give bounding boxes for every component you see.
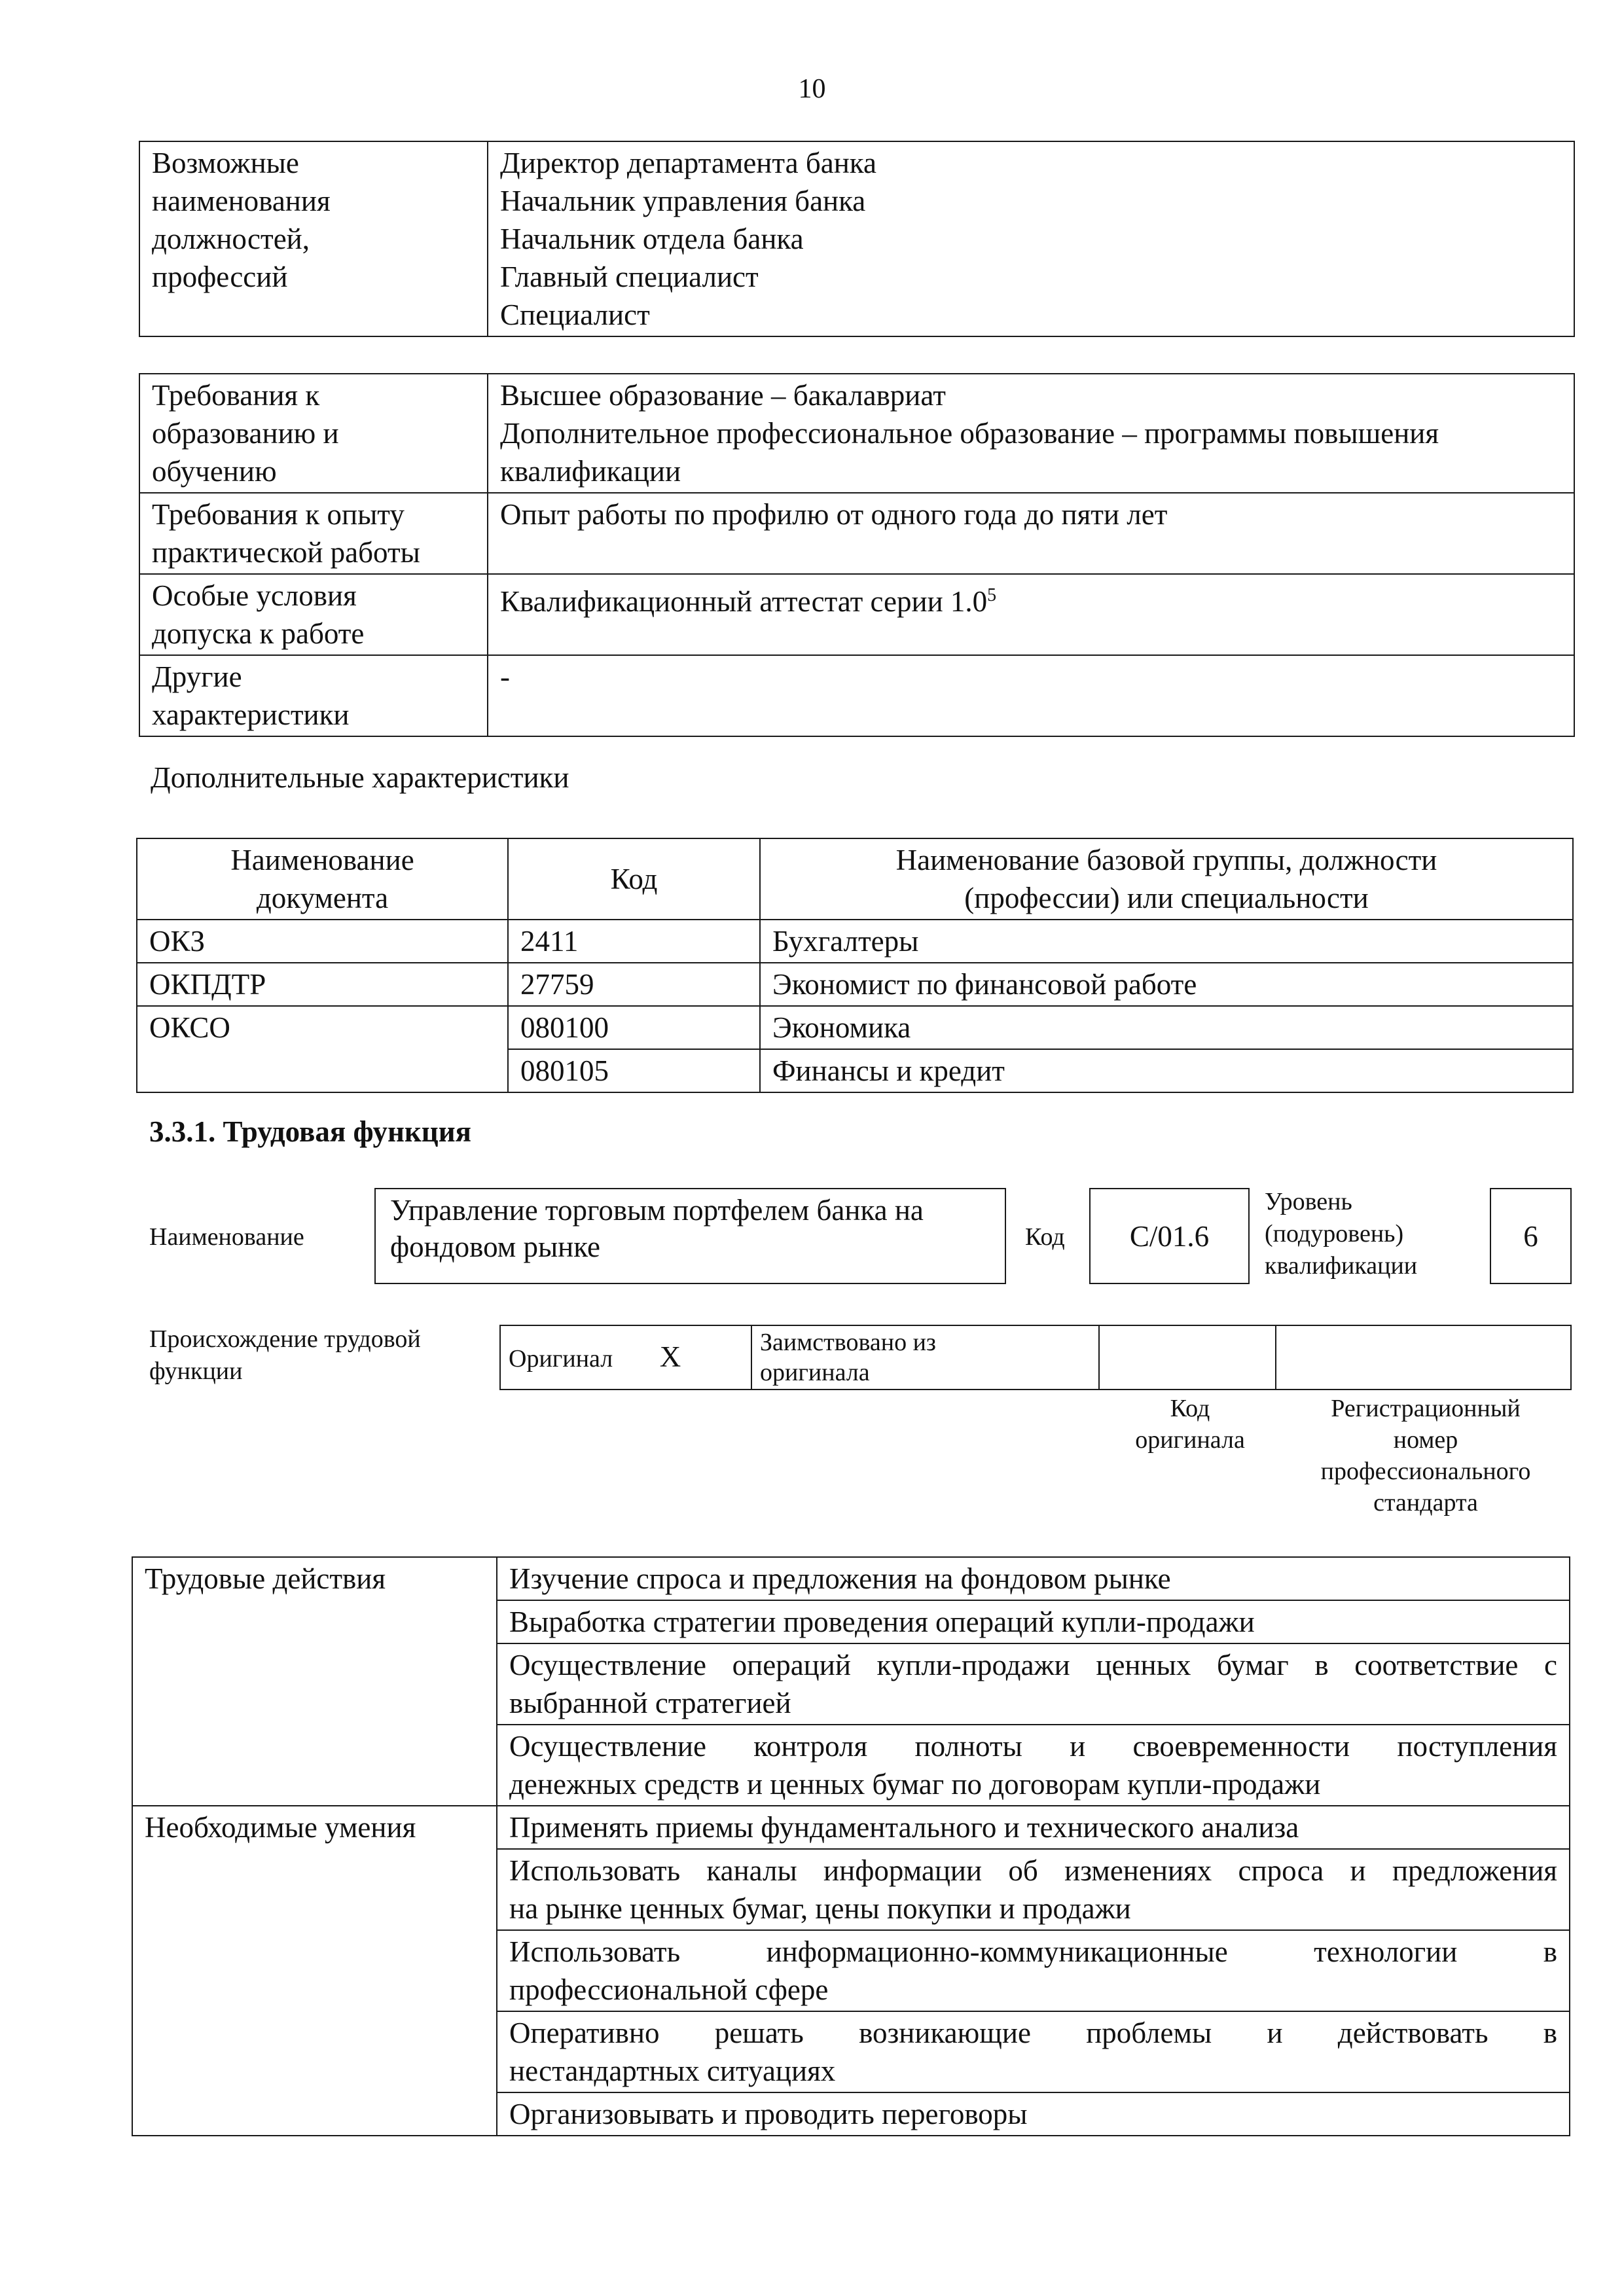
requirement-label-line: практической работы [152,536,420,569]
original-label: Оригинал [509,1344,613,1372]
positions-label-line: профессий [152,260,288,293]
header-doc [137,838,508,920]
skill-line: Использовать информационно-коммуникационные технологии в [509,1935,1557,1968]
page-number: 10 [798,74,826,104]
requirement-label-line: образованию и [152,417,339,450]
skill-item [497,1806,1570,1849]
requirement-value-line: квалификации [500,455,681,488]
level-label [1265,1186,1417,1282]
borrowed-label-line: оригинала [760,1359,870,1386]
section-label-skills: Необходимые умения [132,1806,497,2136]
requirement-label-line: Другие [152,660,242,693]
header-name [760,838,1573,920]
registration-caption [1282,1393,1570,1518]
requirements-row-experience [139,493,1574,574]
header-code: Код [508,838,760,920]
positions-label-line: наименования [152,185,331,217]
skill-line: Оперативно решать возникающие проблемы и действовать в [509,2017,1557,2049]
skill-line: профессиональной сфере [509,1973,829,2006]
action-line: денежных средств и ценных бумаг по договорам купли-продажи [509,1768,1321,1801]
code-caption [1090,1393,1290,1456]
code-caption-line: Код [1170,1395,1210,1422]
action-item [497,1600,1570,1643]
section-label-actions: Трудовые действия [132,1557,497,1806]
name-value-line: Управление торговым портфелем банка на [390,1194,924,1227]
borrowed-label-line: Заимствовано из [760,1329,936,1356]
requirement-label-line: допуска к работе [152,617,365,650]
registration-caption-line: Регистрационный [1331,1395,1521,1422]
certificate-text: Квалификационный аттестат серии 1.0 [500,585,988,618]
header-doc-line: Наименование [230,844,414,876]
requirement-label-line: Требования к опыту [152,498,405,531]
requirement-label-line: обучению [152,455,277,488]
original-code-cell [1099,1325,1276,1390]
requirement-value-line: Высшее образование – бакалавриат [500,379,946,412]
skill-line: Организовывать и проводить переговоры [509,2098,1028,2130]
skill-line: Применять приемы фундаментального и технического анализа [509,1811,1299,1844]
requirement-label [139,574,488,655]
skill-line: нестандартных ситуациях [509,2054,836,2087]
skill-item [497,2092,1570,2136]
code-cell: 27759 [508,963,760,1006]
header-name-line: Наименование базовой группы, должности [895,844,1437,876]
name-cell: Финансы и кредит [760,1049,1573,1092]
code-label: Код [1025,1223,1065,1251]
labor-function-heading: 3.3.1. Трудовая функция [149,1115,472,1148]
doc-cell: ОКПДТР [137,963,508,1006]
requirement-value [488,655,1574,736]
registration-caption-line: стандарта [1373,1489,1478,1516]
origin-table [499,1325,1572,1390]
level-label-line: (подуровень) [1265,1220,1404,1247]
name-cell: Экономика [760,1006,1573,1049]
positions-label-line: должностей, [152,223,310,255]
action-line: Изучение спроса и предложения на фондовом рынке [509,1562,1171,1595]
table-row [137,963,1573,1006]
requirement-value-line [500,577,1562,620]
code-cell: 080105 [508,1049,760,1092]
position-item: Начальник управления банка [500,185,866,217]
doc-cell: ОКЗ [137,920,508,963]
action-item [497,1643,1570,1725]
level-label-line: квалификации [1265,1252,1418,1280]
additional-table [136,838,1574,1093]
action-line: Осуществление операций купли-продажи ценных бумаг в соответствие с [509,1649,1557,1681]
positions-label [139,141,488,336]
action-line: выбранной стратегией [509,1687,791,1719]
actions-table [132,1556,1570,2136]
name-cell: Бухгалтеры [760,920,1573,963]
name-label: Наименование [149,1223,304,1251]
code-cell: 080100 [508,1006,760,1049]
requirement-value [488,374,1574,493]
name-value-line: фондовом рынке [390,1230,600,1263]
position-item: Начальник отдела банка [500,223,804,255]
requirement-value-line: Дополнительное профессиональное образование – программы повышения [500,417,1439,450]
action-line: Осуществление контроля полноты и своевременности поступления [509,1730,1557,1763]
requirements-table [139,373,1575,737]
additional-title: Дополнительные характеристики [151,761,569,794]
requirements-row-other [139,655,1574,736]
requirement-label-line: характеристики [152,698,350,731]
code-value-box: C/01.6 [1089,1188,1250,1284]
doc-cell: ОКСО [137,1006,508,1092]
code-cell: 2411 [508,920,760,963]
requirement-value [488,574,1574,655]
action-line: Выработка стратегии проведения операций купли-продажи [509,1605,1255,1638]
skill-line: на рынке ценных бумаг, цены покупки и продажи [509,1892,1131,1925]
code-caption-line: оригинала [1135,1426,1245,1454]
name-value-box [374,1188,1006,1284]
name-cell: Экономист по финансовой работе [760,963,1573,1006]
requirement-label-line: Требования к [152,379,320,412]
level-value-box: 6 [1490,1188,1572,1284]
header-doc-line: документа [256,882,389,914]
requirement-label-line: Особые условия [152,579,357,612]
skill-item [497,1930,1570,2011]
position-item: Директор департамента банка [500,147,876,179]
original-cell [500,1325,751,1390]
requirement-label [139,655,488,736]
skill-item [497,1849,1570,1930]
table-row [137,1006,1573,1049]
borrowed-cell [751,1325,1099,1390]
origin-label [149,1323,421,1388]
registration-caption-line: номер [1393,1426,1458,1454]
additional-header-row [137,838,1573,920]
requirement-label [139,374,488,493]
origin-label-line: Происхождение трудовой [149,1325,421,1353]
action-item [497,1557,1570,1600]
position-item: Специалист [500,298,650,331]
footnote-mark: 5 [987,585,997,605]
positions-list [488,141,1574,336]
requirement-label [139,493,488,574]
positions-label-line: Возможные [152,147,299,179]
skill-item [497,2011,1570,2092]
positions-table [139,141,1575,337]
registration-caption-line: профессионального [1320,1458,1531,1485]
original-mark: X [659,1340,681,1373]
header-name-line: (профессии) или специальности [964,882,1369,914]
level-label-line: Уровень [1265,1188,1352,1215]
requirement-value-line: Опыт работы по профилю от одного года до пяти лет [500,498,1168,531]
position-item: Главный специалист [500,260,759,293]
requirement-value [488,493,1574,574]
requirements-row-education [139,374,1574,493]
registration-number-cell [1276,1325,1571,1390]
skill-line: Использовать каналы информации об изменениях спроса и предложения [509,1854,1557,1887]
origin-label-line: функции [149,1357,243,1385]
table-row [132,1557,1570,1600]
requirement-value-line: - [500,660,510,693]
requirements-row-special [139,574,1574,655]
action-item [497,1725,1570,1806]
table-row [132,1806,1570,1849]
table-row [137,920,1573,963]
